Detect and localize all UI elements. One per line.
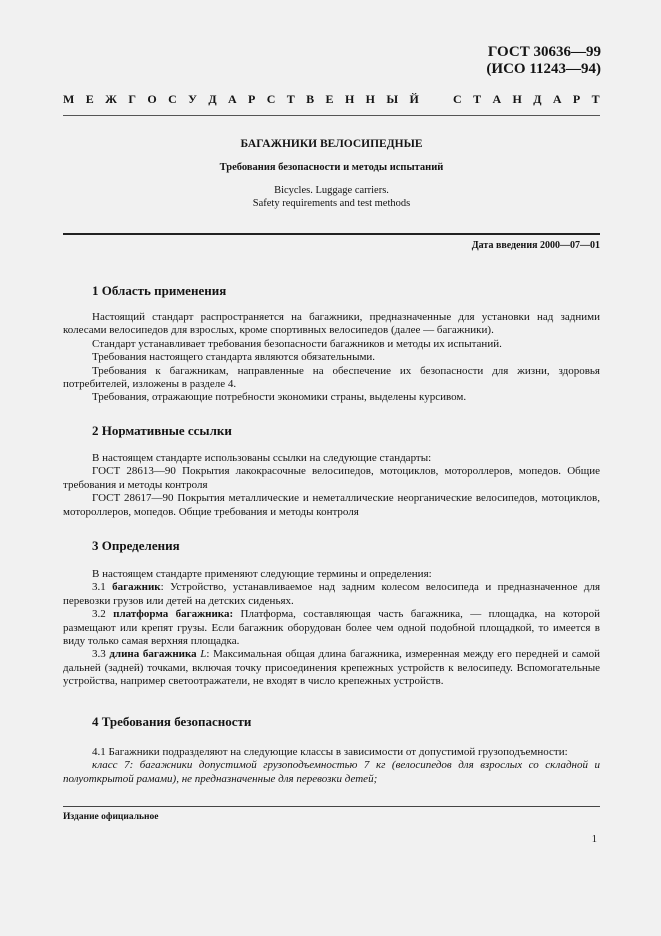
class-item <box>63 759 600 786</box>
header-rule <box>63 115 600 116</box>
standard-code-gost: ГОСТ 30636—99 <box>487 44 601 60</box>
banner-letter: У <box>188 92 197 106</box>
banner-letter: Д <box>533 92 542 106</box>
section-3-body <box>63 568 600 689</box>
banner-letter: Н <box>344 92 355 106</box>
banner-letter: Ж <box>105 92 117 106</box>
standard-code <box>486 44 601 78</box>
banner-letter: Т <box>286 92 295 106</box>
english-title <box>63 184 600 210</box>
class-text: класс 7: багажники допустимой грузоподъемностью 7 кг (велосипедов для взрослых со складной и полуоткрытой рамами), не предназначенные для перевозки детей; <box>63 759 600 785</box>
banner-letter: Д <box>208 92 217 106</box>
definition-text: : Максимальная общая длина багажника, измеренная между его передней и самой дальней (задней) точками, включая точку присоединения крепежных устройств к велосипеду. Вспомогательные устройства, например светоотражатели, не входят в число крепежных устройств. <box>63 648 601 688</box>
banner-letter: А <box>492 92 502 106</box>
english-title-line2: Safety requirements and test methods <box>252 198 411 209</box>
section-3-heading: 3 Определения <box>92 538 180 553</box>
paragraph: В настоящем стандарте использованы ссылки на следующие стандарты: <box>92 452 432 464</box>
banner-letter: В <box>306 92 315 106</box>
paragraph: Требования к багажникам, направленные на обеспечение их безопасности для жизни, здоровья потребителей, изложены в разделе 4. <box>63 364 600 391</box>
edition-label: Издание официальное <box>63 812 159 822</box>
definition-text: Платформа, составляющая часть багажника, — площадка, на которой размещают или крепят грузы. Если багажник оборудован более чем одной подобной площадкой, то имеется в виду только самая верхняя площадка. <box>63 608 601 648</box>
banner-letter: Т <box>591 92 600 106</box>
banner-letter: С <box>266 92 276 106</box>
definition-item <box>63 648 600 688</box>
definition-number: 3.2 <box>92 608 106 621</box>
paragraph: 4.1 Багажники подразделяют на следующие классы в зависимости от допустимой грузоподъемности: <box>92 746 568 758</box>
banner-letter: А <box>552 92 562 106</box>
paragraph: Стандарт устанавливает требования безопасности багажников и методы их испытаний. <box>92 337 502 350</box>
definition-number: 3.3 <box>92 648 106 661</box>
banner-letter: С <box>168 92 177 106</box>
banner-letter: А <box>227 92 237 106</box>
section-4-heading: 4 Требования безопасности <box>92 714 252 729</box>
english-title-line1: Bicycles. Luggage carriers. <box>274 185 389 196</box>
section-2-heading: 2 Нормативные ссылки <box>92 423 232 438</box>
paragraph: Требования, отражающие потребности экономики страны, выделены курсивом. <box>92 391 467 404</box>
banner-letter: Ы <box>386 92 399 106</box>
document-title: БАГАЖНИКИ ВЕЛОСИПЕДНЫЕ <box>240 138 423 150</box>
page-number: 1 <box>591 834 597 845</box>
banner-letter: С <box>453 92 462 106</box>
paragraph: В настоящем стандарте применяют следующие термины и определения: <box>92 568 432 580</box>
section-4-body <box>63 746 600 786</box>
title-rule <box>63 233 600 235</box>
reference-item: ГОСТ 28617—90 Покрытия металлические и неметаллические неорганические велосипедов, мотоциклов, мотороллеров, мопедов. Общие требования и методы контроля <box>63 492 600 518</box>
banner-letter: Г <box>128 92 136 106</box>
definition-item <box>63 581 600 608</box>
footer-rule <box>63 806 600 807</box>
paragraph: Настоящий стандарт распространяется на багажники, предназначенные для установки над задними колесами велосипедов для взрослых, кроме спортивных велосипедов (далее — багажники). <box>63 311 600 337</box>
document-subtitle: Требования безопасности и методы испытаний <box>219 162 444 173</box>
banner-letter: О <box>147 92 157 106</box>
section-2-body <box>63 452 600 519</box>
banner-letter: Е <box>85 92 94 106</box>
definition-number: 3.1 <box>92 581 106 594</box>
definition-symbol: L <box>200 648 207 661</box>
banner-letter: Т <box>473 92 482 106</box>
banner-letter: М <box>63 92 75 106</box>
definition-term: длина багажника <box>109 648 197 661</box>
banner-letter: Е <box>325 92 334 106</box>
banner-letter: Н <box>365 92 375 106</box>
paragraph: Требования настоящего стандарта являются обязательными. <box>92 351 376 364</box>
intro-date: Дата введения 2000—07—01 <box>471 240 600 251</box>
section-1-heading: 1 Область применения <box>92 283 227 298</box>
definition-term: багажник <box>112 581 161 594</box>
reference-item: ГОСТ 28613—90 Покрытия лакокрасочные велосипедов, мотоциклов, мотороллеров, мопедов. Общие требования и методы контроля <box>63 465 600 491</box>
definition-term: платформа багажника: <box>113 608 234 621</box>
banner-letter: Р <box>572 92 581 106</box>
banner-letter: Н <box>512 92 522 106</box>
banner-letter: Р <box>248 92 256 106</box>
definition-item <box>63 608 600 648</box>
banner-letter: Й <box>409 92 419 106</box>
definition-text: : Устройство, устанавливаемое над задним колесом велосипеда и предназначенное для перевозки грузов или детей на детских сиденьях. <box>63 581 601 607</box>
section-1-body <box>63 311 600 405</box>
standard-code-iso: (ИСО 11243—94) <box>486 61 601 77</box>
interstate-standard-banner <box>63 92 600 106</box>
